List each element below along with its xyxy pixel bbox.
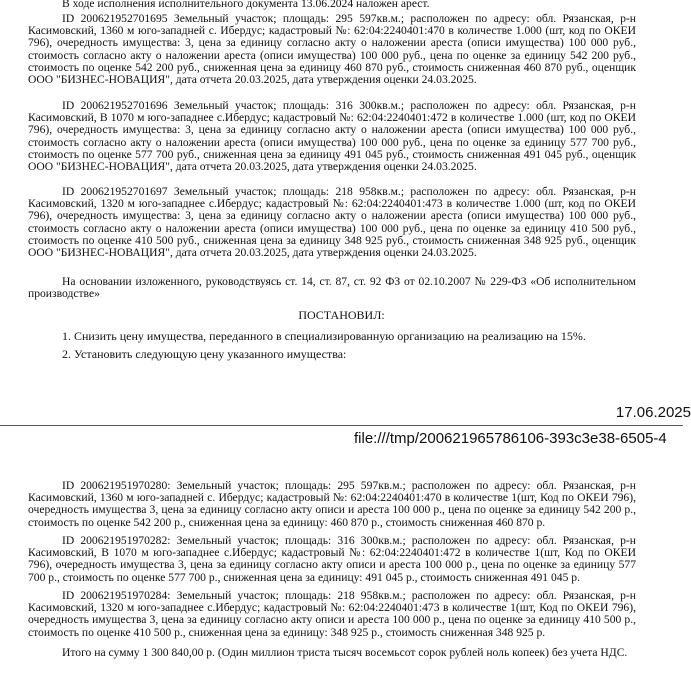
resolution-item-2: 2. Установить следующую цену указанного имущества: [62,347,347,361]
print-footer-date: 17.06.2025 [615,404,691,421]
lot-paragraph-4: ID 200621951970280: Земельный участок; площадь: 295 597кв.м.; расположен по адресу: обл. Рязанская, р-н Касимовский, 1360 м юго-западней с. Ибердус; кадастровый №: 62:04:2240401:470 в количестве 1(шт, Код по ОКЕИ 796), очередность имущества 3, цена за единицу согласно акту описи и ареста 100 000 р., цена по оценке за единицу 542 200 р., стоимость по оценке 542 200 р., сниженная цена за единицу: 460 870 р., стоимость сниженная 460 870 р. [28,479,636,529]
paragraph-arrest: В ходе исполнения исполнительного документа 13.06.2024 наложен арест. [62,0,430,10]
resolution-item-1: 1. Снизить цену имущества, переданного в специализированную организацию на реализацию на 15%. [62,329,586,343]
lot-paragraph-2: ID 200621952701696 Земельный участок; площадь: 316 300кв.м.; расположен по адресу: обл. Рязанская, р-н Касимовский, В 1070 м юго-западнее с.Ибердус; кадастровый №: 62:04:2240401:472 в количестве 1.000 (шт, код по ОКЕИ 796), очередность имущества: 3, цена за единицу согласно акту о наложении ареста (описи имущества) 100 000 руб., стоимость согласно акту о наложении ареста (описи имущества) 100 000 руб., цена по оценке за единицу 577 700 руб., стоимость по оценке 577 700 руб., сниженная цена за единицу 491 045 руб., стоимость сниженная 491 045 руб., оценщик ООО "БИЗНЕС-НОВАЦИЯ", дата отчета 20.03.2025, дата утверждения оценки 24.03.2025. [28,99,636,174]
paragraph-total: Итого на сумму 1 300 840,00 р. (Один миллион триста тысяч восемьсот сорок рублей ноль копеек) без учета НДС. [62,646,628,659]
page-break-divider [0,425,683,426]
lot-paragraph-3: ID 200621952701697 Земельный участок; площадь: 218 958кв.м.; расположен по адресу: обл. Рязанская, р-н Касимовский, 1320 м юго-западнее с.Ибердус; кадастровый №: 62:04:2240401:473 в количестве 1.000 (шт, код по ОКЕИ 796), очередность имущества: 3, цена за единицу согласно акту о наложении ареста (описи имущества) 100 000 руб., стоимость согласно акту о наложении ареста (описи имущества) 100 000 руб., цена по оценке за единицу 410 500 руб., стоимость по оценке 410 500 руб., сниженная цена за единицу 348 925 руб., стоимость сниженная 348 925 руб., оценщик ООО "БИЗНЕС-НОВАЦИЯ", дата отчета 20.03.2025, дата утверждения оценки 24.03.2025. [28,185,636,260]
lot-paragraph-5: ID 200621951970282: Земельный участок; площадь: 316 300кв.м.; расположен по адресу: обл. Рязанская, р-н Касимовский, В 1070 м юго-западнее с.Ибердус; кадастровый №: 62:04:2240401:472 в количестве 1(шт, Код по ОКЕИ 796), очередность имущества 3, цена за единицу согласно акту описи и ареста 100 000 р., цена по оценке за единицу 577 700 р., стоимость по оценке 577 700 р., сниженная цена за единицу: 491 045 р., стоимость сниженная 491 045 р. [28,534,636,584]
resolution-heading: ПОСТАНОВИЛ: [298,308,385,322]
lot-paragraph-1: ID 200621952701695 Земельный участок; площадь: 295 597кв.м.; расположен по адресу: обл. Рязанская, р-н Касимовский, 1360 м юго-западней с. Ибердус; кадастровый №: 62:04:2240401:470 в количестве 1.000 (шт, код по ОКЕИ 796), очередность имущества: 3, цена за единицу согласно акту о наложении ареста (описи имущества) 100 000 руб., стоимость согласно акту о наложении ареста (описи имущества) 100 000 руб., цена по оценке за единицу 542 200 руб., стоимость по оценке 542 200 руб., сниженная цена за единицу 460 870 руб., стоимость сниженная 460 870 руб., оценщик ООО "БИЗНЕС-НОВАЦИЯ", дата отчета 20.03.2025, дата утверждения оценки 24.03.2025. [28,12,636,87]
paragraph-basis: На основании изложенного, руководствуясь ст. 14, ст. 87, ст. 92 ФЗ от 02.10.2007 № 229-ФЗ «Об исполнительном производстве» [28,275,636,301]
print-header-file-url: file:///tmp/200621965786106-393c3e38-6505-4 [354,430,667,447]
lot-paragraph-6: ID 200621951970284: Земельный участок; площадь: 218 958кв.м.; расположен по адресу: обл. Рязанская, р-н Касимовский, 1320 м юго-западнее с.Ибердус; кадастровый №: 62:04:2240401:473 в количестве 1(шт, Код по ОКЕИ 796), очередность имущества 3, цена за единицу согласно акту описи и ареста 100 000 р., цена по оценке за единицу 410 500 р., стоимость по оценке 410 500 р., сниженная цена за единицу: 348 925 р., стоимость сниженная 348 925 р. [28,589,636,639]
